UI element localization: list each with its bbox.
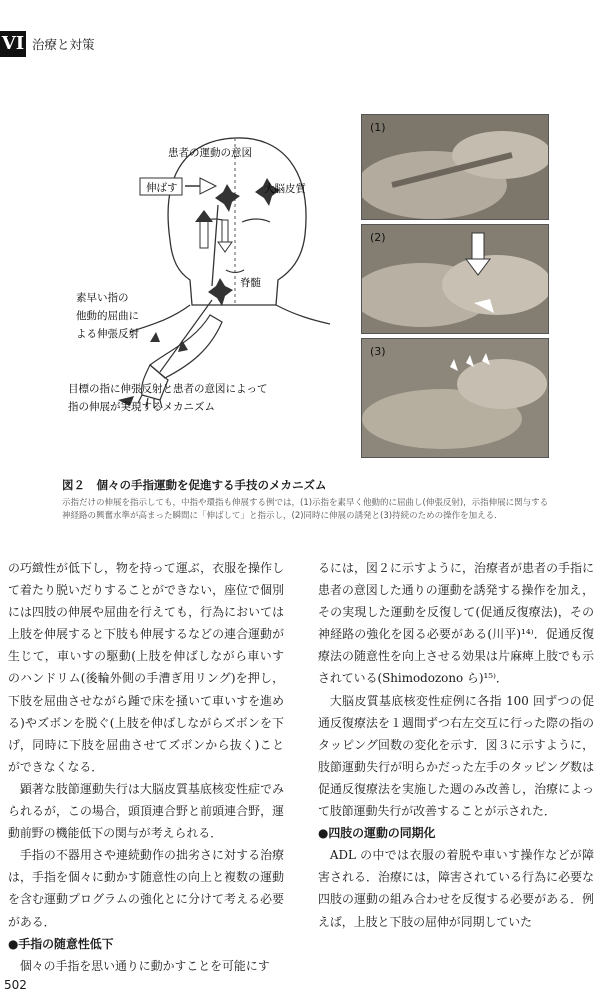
paragraph: 個々の手指を思い通りに動かすことを可能にす <box>19 958 270 973</box>
section-heading: ●手指の随意性低下 <box>8 936 114 951</box>
cortex-neuron <box>215 184 240 212</box>
intention-label: 患者の運動の意図 <box>168 147 252 159</box>
figure-caption <box>62 477 552 524</box>
left-column <box>8 557 284 977</box>
photo-3-label: (3) <box>370 345 386 358</box>
spinal-label: 脊髄 <box>240 277 261 289</box>
paragraph: 顕著な肢節運動失行は大脳皮質基底核変性症でみられるが，この場合，頭頂連合野と前頭連合野，運動前野の機能低下の関与が考えられる． <box>8 781 284 841</box>
extend-label: 伸ばす <box>146 182 178 194</box>
photo-2-label: (2) <box>370 231 386 244</box>
paragraph: ADL の中では衣服の着脱や車いす操作などが障害される．治療には，障害されている行為に必要な四肢の運動の組み合わせを反復する必要がある．例えば，上肢と下肢の屈伸が同期していた <box>318 848 594 929</box>
chapter-header <box>0 30 95 58</box>
arrow-head <box>200 178 216 194</box>
photo-3 <box>361 338 549 458</box>
paragraph: るには，図２に示すように，治療者が患者の手指に患者の意図した通りの運動を誘発する操作を加え，その実現した運動を反復して(促通反復療法)，その神経路の強化を図る必要がある(川平)¹⁴⁾．促通反復療法の随意性を向上させる効果は片麻痺上肢でも示されている(Shimodozono ら)¹⁵⁾． <box>318 561 594 686</box>
reflex-label-2: 他動的屈曲に <box>76 310 139 322</box>
page-number: 502 <box>4 978 27 992</box>
cortex-label: 大脳皮質 <box>264 183 306 195</box>
shoulder-line <box>276 305 330 324</box>
chapter-title: 治療と対策 <box>32 37 95 52</box>
reflex-label-3: よる伸張反射 <box>76 328 139 340</box>
forearm <box>150 315 222 378</box>
section-heading: ●四肢の運動の同期化 <box>318 826 436 841</box>
paragraph: 大脳皮質基底核変性症例に各指 100 回ずつの促通反復療法を１週間ずつ右左交互に行った際の指のタッピング回数の変化を示す．図３に示すように，肢節運動失行が明らかだった左手のタッピング数は促通反復療法を実施した週のみ改善し，治療によって肢節運動失行が改善することが示された． <box>318 693 594 819</box>
mechanism-label-2: 指の伸展が実現するメカニズム <box>68 401 215 413</box>
paragraph: 手指の不器用さや連続動作の拙劣さに対する治療は，手指を個々に動かす随意性の向上と複数の運動を含む運動プログラムの強化とに分けて考える必要がある． <box>8 848 284 929</box>
motor-nerve <box>160 300 212 372</box>
down-arrow-shaft <box>222 220 228 244</box>
mechanism-label-1: 目標の指に伸張反射と患者の意図によって <box>68 383 268 395</box>
reflex-label-1: 素早い指の <box>76 292 129 304</box>
caption-body: 示指だけの伸展を指示しても，中指や環指も伸展する例では，(1)示指を素早く他動的に屈曲し(伸張反射)，示指伸展に関与する神経路の興奮水準が高まった瞬間に「伸ばして」と指示し，(2)同時に伸展の誘発と(3)持続のための操作を加える． <box>62 498 549 522</box>
right-column <box>318 557 594 933</box>
photo-2 <box>361 224 549 334</box>
down-arrow-head <box>218 242 232 252</box>
up-arrow-shaft <box>200 220 208 248</box>
photo-1-label: (1) <box>370 121 386 134</box>
photo-1 <box>361 114 549 220</box>
shoulder-line <box>130 305 190 332</box>
chapter-mark: VI <box>0 31 26 57</box>
nerve-arrow <box>150 332 160 342</box>
mechanism-diagram <box>50 110 350 440</box>
nerve-pathway <box>212 205 218 286</box>
up-arrow-head <box>195 210 213 222</box>
head-outline <box>168 138 306 305</box>
caption-title: 図２ 個々の手指運動を促進する手技のメカニズム <box>62 478 327 492</box>
paragraph: の巧緻性が低下し，物を持って運ぶ，衣服を操作して着たり脱いだりすることができない，座位で個別には四肢の伸展や屈曲を行えても，行為においては上肢を伸展すると下肢も伸展するなどの連合運動が生じて，車いすの駆動(上肢を伸ばしながら車いすのハンドリム(後輪外側の手漕ぎ用リング)を押し，下肢を屈曲させながら踵で床を掻いて車いすを進める)やズボンを脱ぐ(上肢を伸ばしながらズボンを下げ，同時に下肢を屈曲させてズボンから抜く)ことができなくなる． <box>8 561 284 774</box>
